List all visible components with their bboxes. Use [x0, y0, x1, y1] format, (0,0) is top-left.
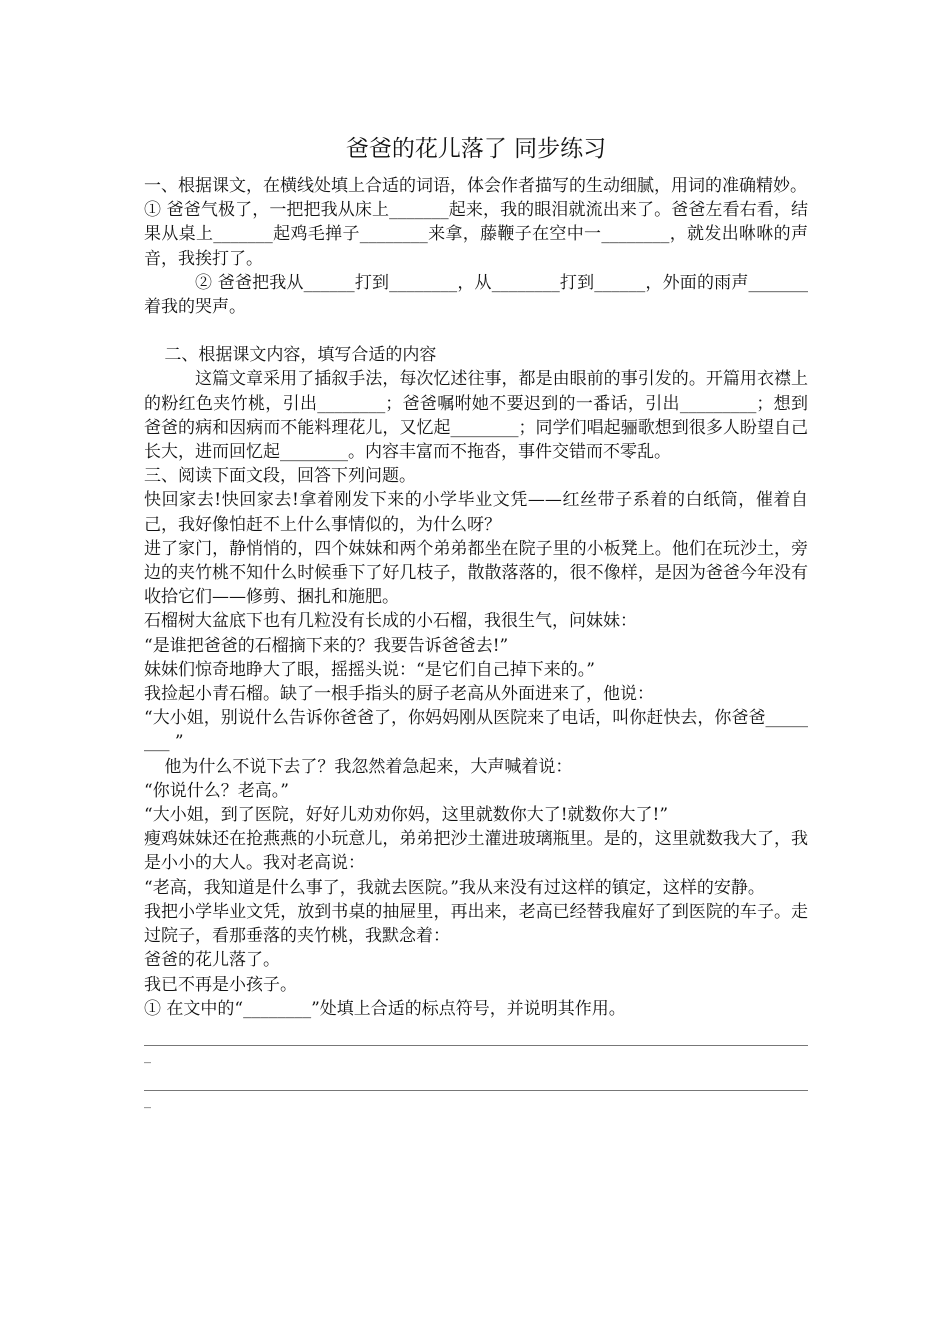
section1-question-2: ② 爸爸把我从______打到________，从________打到______，外面的雨声_______着我的哭声。 [144, 272, 808, 318]
passage-paragraph: 爸爸的花儿落了。 [144, 950, 280, 971]
section1-heading: 一、根据课文，在横线处填上合适的词语，体会作者描写的生动细腻，用词的准确精妙。 [144, 176, 807, 196]
passage-paragraph: “老高，我知道是什么事了，我就去医院。”我从来没有过这样的镇定，这样的安静。 [144, 877, 765, 898]
passage-paragraph: 瘦鸡妹妹还在抢燕燕的小玩意儿，弟弟把沙土灌进玻璃瓶里。是的，这里就数我大了，我是小小的大人。我对老高说： [144, 829, 808, 874]
passage-paragraph: “你说什么？老高。” [144, 780, 289, 801]
passage-paragraph: 他为什么不说下去了？我忽然着急起来，大声喊着说： [164, 756, 573, 777]
passage-paragraph: “是谁把爸爸的石榴摘下来的？我要告诉爸爸去!” [144, 635, 509, 656]
passage-paragraph: “大小姐，别说什么告诉你爸爸了，你妈妈刚从医院来了电话，叫你赶快去，你爸爸________ ” [144, 708, 808, 753]
passage-paragraph: 妹妹们惊奇地睁大了眼，摇摇头说：“是它们自己掉下来的。” [144, 659, 595, 680]
spacer [144, 319, 808, 343]
passage-paragraph: 我捡起小青石榴。缺了一根手指头的厨子老高从外面进来了，他说： [144, 684, 654, 705]
passage-paragraph: “大小姐，到了医院，好好儿劝劝你妈，这里就数你大了!就数你大了!” [144, 805, 669, 826]
passage-paragraph: 我已不再是小孩子。 [144, 974, 297, 995]
section2-body: 这篇文章采用了插叙手法，每次忆述往事，都是由眼前的事引发的。开篇用衣襟上的粉红色夹竹桃，引出________；爸爸嘱咐她不要迟到的一番话，引出_________；想到爸爸的病和因病而不能料理花儿，又忆起________；同学们唱起骊歌想到很多人盼望自己长大，进而回忆起________。内容丰富而不拖沓，事件交错而不零乱。 [144, 369, 808, 463]
answer-line-tail: _ [144, 1047, 151, 1064]
answer-line[interactable] [144, 1076, 808, 1091]
answer-line-tail: _ [144, 1092, 151, 1109]
passage-paragraph: 进了家门，静悄悄的，四个妹妹和两个弟弟都坐在院子里的小板凳上。他们在玩沙土，旁边的夹竹桃不知什么时候垂下了好几枝子，散散落落的，很不像样，是因为爸爸今年没有收拾它们——修剪、捆扎和施肥。 [144, 538, 808, 608]
section1-question-1: ① 爸爸气极了，一把把我从床上_______起来，我的眼泪就流出来了。爸爸左看右看，结果从桌上_______起鸡毛掸子________来拿，藤鞭子在空中一________，就发出咻咻的声音，我挨打了。 [144, 200, 808, 269]
page-title: 爸爸的花儿落了 同步练习 [345, 136, 607, 162]
section3-heading: 三、阅读下面文段，回答下列问题。 [144, 466, 416, 487]
section2-heading: 二、根据课文内容，填写合适的内容 [164, 345, 437, 366]
passage-paragraph: 我把小学毕业文凭，放到书桌的抽屉里，再出来，老高已经替我雇好了到医院的车子。走过院子，看那垂落的夹竹桃，我默念着： [144, 901, 808, 947]
section3-question-1: ① 在文中的“________”处填上合适的标点符号，并说明其作用。 [144, 998, 626, 1019]
passage-paragraph: 快回家去!快回家去!拿着刚发下来的小学毕业文凭——红丝带子系着的白纸筒，催着自己，我好像怕赶不上什么事情似的，为什么呀？ [144, 490, 808, 535]
answer-line[interactable] [144, 1031, 808, 1046]
worksheet-page [144, 132, 808, 1111]
passage-paragraph: 石榴树大盆底下也有几粒没有长成的小石榴，我很生气，问妹妹： [144, 611, 637, 632]
